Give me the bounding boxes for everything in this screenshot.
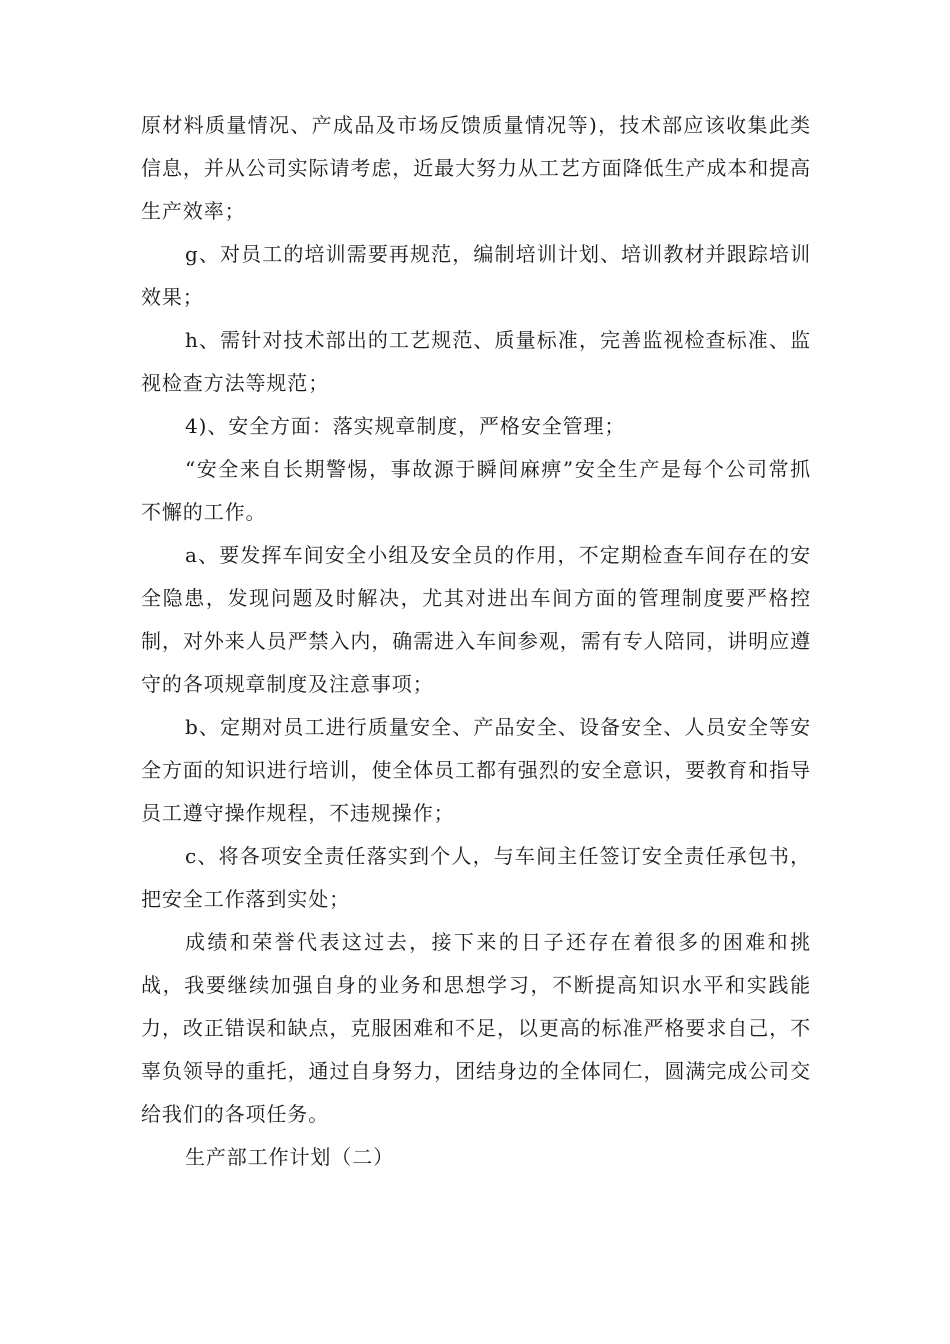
paragraph-item-a: a、要发挥车间安全小组及安全员的作用，不定期检查车间存在的安全隐患，发现问题及时解决，尤其对进出车间方面的管理制度要严格控制，对外来人员严禁入内，确需进入车间参观，需有专人陪同，讲明应遵守的各项规章制度及注意事项； bbox=[141, 543, 811, 696]
paragraph-item-h: h、需针对技术部出的工艺规范、质量标准，完善监视检查标准、监视检查方法等规范； bbox=[141, 328, 811, 395]
paragraph-conclusion: 成绩和荣誉代表这过去，接下来的日子还存在着很多的困难和挑战，我要继续加强自身的业务和思想学习，不断提高知识水平和实践能力，改正错误和缺点，克服困难和不足，以更高的标准严格要求自己，不辜负领导的重托，通过自身努力，团结身边的全体同仁，圆满完成公司交给我们的各项任务。 bbox=[141, 930, 811, 1126]
paragraph-item-b: b、定期对员工进行质量安全、产品安全、设备安全、人员安全等安全方面的知识进行培训，使全体员工都有强烈的安全意识，要教育和指导员工遵守操作规程，不违规操作； bbox=[141, 715, 811, 825]
paragraph-continuation: 原材料质量情况、产成品及市场反馈质量情况等)，技术部应该收集此类信息，并从公司实际请考虑，近最大努力从工艺方面降低生产成本和提高生产效率； bbox=[141, 113, 811, 223]
next-section-title: 生产部工作计划（二） bbox=[185, 1145, 394, 1169]
paragraph-item-c: c、将各项安全责任落实到个人，与车间主任签订安全责任承包书，把安全工作落到实处； bbox=[141, 844, 811, 911]
document-page bbox=[141, 104, 811, 1179]
paragraph-item-g: g、对员工的培训需要再规范，编制培训计划、培训教材并跟踪培训效果； bbox=[141, 242, 811, 309]
paragraph-safety-quote: “安全来自长期警惕，事故源于瞬间麻痹”安全生产是每个公司常抓不懈的工作。 bbox=[141, 457, 811, 524]
section-heading-safety: 4)、安全方面：落实规章制度，严格安全管理； bbox=[185, 414, 626, 438]
